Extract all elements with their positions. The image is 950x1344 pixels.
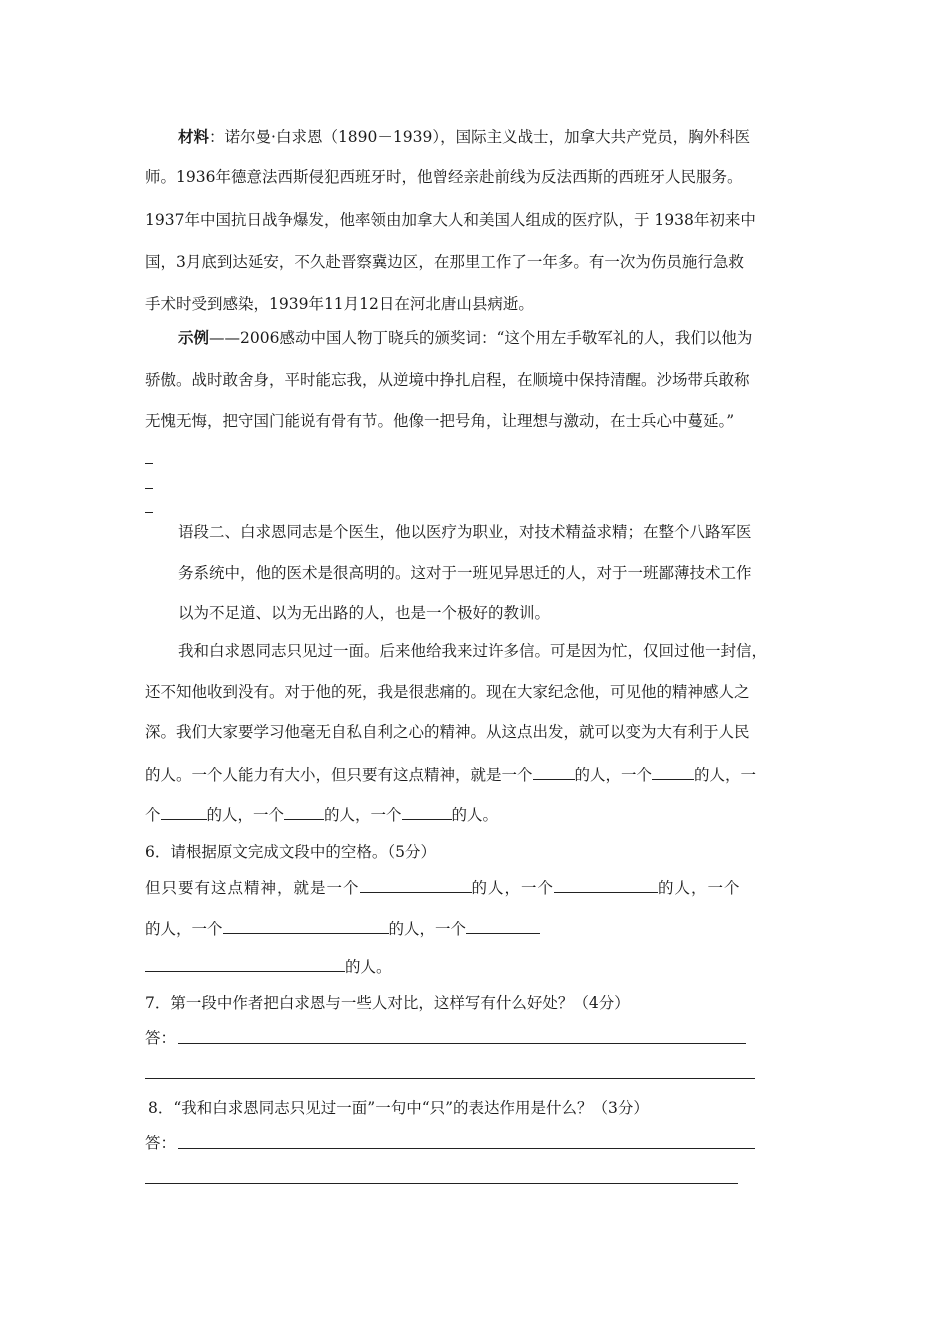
- blank-1[interactable]: [533, 763, 575, 780]
- example-line-2: 骄傲。战时敢舍身，平时能忘我，从逆境中挣扎启程，在顺境中保持清醒。沙场带兵敢称: [145, 371, 750, 389]
- blank-5[interactable]: [402, 803, 452, 820]
- dash-mark-1: [145, 463, 153, 464]
- dash-mark-2: [145, 488, 153, 489]
- passage-p2-line-2: 还不知他收到没有。对于他的死，我是很悲痛的。现在大家纪念他，可见他的精神感人之: [145, 683, 750, 701]
- blank-3[interactable]: [161, 803, 207, 820]
- q8-answer-label: 答：: [145, 1134, 177, 1152]
- passage-p2-line-1: 我和白求恩同志只见过一面。后来他给我来过许多信。可是因为忙，仅回过他一封信，: [178, 642, 768, 660]
- material-line-3: 1937年中国抗日战争爆发，他率领由加拿大人和美国人组成的医疗队，于 1938年初来中: [145, 211, 756, 229]
- q6-blank-3[interactable]: [223, 917, 389, 934]
- q6-title: 6．请根据原文完成文段中的空格。（5分）: [145, 843, 436, 861]
- q7-answer-line-1[interactable]: [178, 1043, 746, 1044]
- q8-title: 8．“我和白求恩同志只见过一面”一句中“只”的表达作用是什么？（3分）: [148, 1099, 649, 1117]
- material-label: 材料: [178, 127, 210, 146]
- q6-blank-2[interactable]: [554, 876, 658, 893]
- q7-answer-line-2[interactable]: [145, 1078, 755, 1079]
- example-line-3: 无愧无悔，把守国门能说有骨有节。他像一把号角，让理想与激动，在士兵心中蔓延。”: [145, 412, 735, 430]
- material-line-1: 材料：诺尔曼·白求恩（1890－1939），国际主义战士，加拿大共产党员，胸外科医: [178, 127, 751, 146]
- dash-mark-3: [145, 512, 153, 513]
- material-line-2: 师。1936年德意法西斯侵犯西班牙时，他曾经亲赴前线为反法西斯的西班牙人民服务。: [145, 168, 743, 186]
- passage-line-3: 以为不足道、以为无出路的人，也是一个极好的教训。: [178, 604, 551, 622]
- example-line-1: 示例——2006感动中国人物丁晓兵的颁奖词：“这个用左手敬军礼的人，我们以他为: [178, 328, 753, 347]
- q6-line-1: 但只要有这点精神，就是一个 的人，一个 的人，一个: [145, 876, 741, 898]
- q6-blank-5[interactable]: [145, 955, 345, 972]
- q6-blank-4[interactable]: [466, 917, 540, 934]
- material-line-5: 手术时受到感染，1939年11月12日在河北唐山县病逝。: [145, 295, 534, 313]
- blank-2[interactable]: [652, 763, 694, 780]
- q6-blank-1[interactable]: [360, 876, 472, 893]
- passage-p2-line-4: 的人。一个人能力有大小，但只要有这点精神，就是一个 的人，一个 的人，一: [145, 763, 756, 785]
- q8-answer-line-1[interactable]: [178, 1148, 755, 1149]
- passage-p2-line-5: 个 的人，一个 的人，一个 的人。: [145, 803, 498, 825]
- q7-title: 7．第一段中作者把白求恩与一些人对比，这样写有什么好处？（4分）: [145, 994, 630, 1012]
- passage-line-2: 务系统中，他的医术是很高明的。这对于一班见异思迁的人，对于一班鄙薄技术工作: [178, 564, 752, 582]
- q7-answer-label: 答：: [145, 1029, 177, 1047]
- passage-p2-line-3: 深。我们大家要学习他毫无自私自利之心的精神。从这点出发，就可以变为大有利于人民: [145, 723, 750, 741]
- passage-line-1: 语段二、白求恩同志是个医生，他以医疗为职业，对技术精益求精；在整个八路军医: [178, 523, 752, 541]
- material-line-4: 国，3月底到达延安，不久赴晋察冀边区，在那里工作了一年多。有一次为伤员施行急救: [145, 253, 744, 271]
- q6-line-2: 的人，一个 的人，一个: [145, 917, 540, 939]
- example-label: 示例: [178, 328, 210, 347]
- q6-line-3: 的人。: [145, 955, 392, 977]
- q8-answer-line-2[interactable]: [145, 1183, 738, 1184]
- blank-4[interactable]: [284, 803, 324, 820]
